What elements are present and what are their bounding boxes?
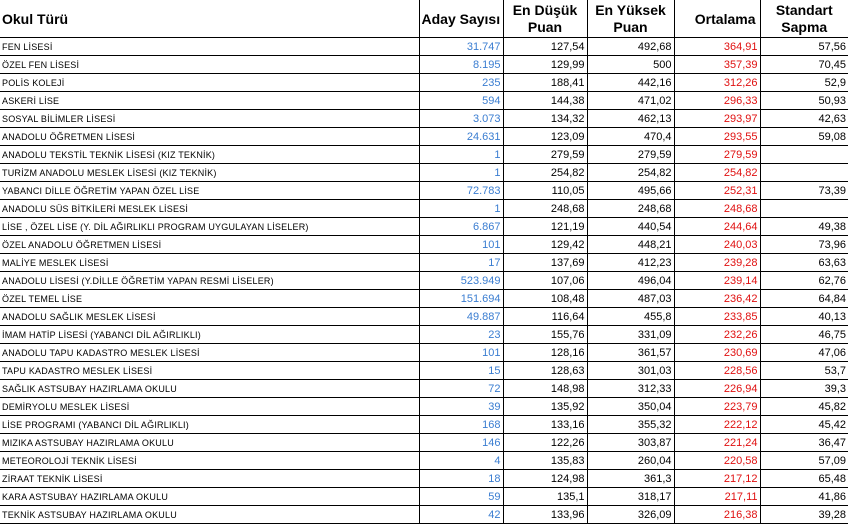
header-en-yuksek-puan[interactable]: [587, 0, 674, 38]
cell-standart-sapma[interactable]: 49,38: [760, 218, 848, 236]
cell-en-yuksek[interactable]: 462,13: [587, 110, 674, 128]
cell-okul-turu[interactable]: YABANCI DİLLE ÖĞRETİM YAPAN ÖZEL LİSE: [0, 182, 419, 200]
cell-ortalama[interactable]: 312,26: [674, 74, 760, 92]
table-row: [0, 218, 848, 236]
cell-aday-sayisi[interactable]: 3.073: [419, 110, 503, 128]
cell-en-yuksek[interactable]: 355,32: [587, 416, 674, 434]
cell-standart-sapma[interactable]: 47,06: [760, 344, 848, 362]
cell-en-dusuk[interactable]: 254,82: [503, 164, 587, 182]
table-row: [0, 236, 848, 254]
table-row: [0, 434, 848, 452]
cell-aday-sayisi[interactable]: 523.949: [419, 272, 503, 290]
cell-okul-turu[interactable]: MIZIKA ASTSUBAY HAZIRLAMA OKULU: [0, 434, 419, 452]
cell-aday-sayisi[interactable]: 1: [419, 200, 503, 218]
table-row: [0, 128, 848, 146]
cell-en-dusuk[interactable]: 248,68: [503, 200, 587, 218]
cell-okul-turu[interactable]: POLİS KOLEJİ: [0, 74, 419, 92]
cell-aday-sayisi[interactable]: 24.631: [419, 128, 503, 146]
cell-standart-sapma[interactable]: 42,63: [760, 110, 848, 128]
cell-okul-turu[interactable]: LİSE , ÖZEL LİSE (Y. DİL AĞIRLIKLI PROGRAM UYGULAYAN LİSELER): [0, 218, 419, 236]
header-ortalama[interactable]: Ortalama: [674, 0, 760, 38]
cell-en-yuksek[interactable]: 448,21: [587, 236, 674, 254]
cell-aday-sayisi[interactable]: 59: [419, 488, 503, 506]
cell-aday-sayisi[interactable]: 49.887: [419, 308, 503, 326]
cell-ortalama[interactable]: 293,97: [674, 110, 760, 128]
cell-en-yuksek[interactable]: 487,03: [587, 290, 674, 308]
cell-ortalama[interactable]: 223,79: [674, 398, 760, 416]
cell-ortalama[interactable]: 217,12: [674, 470, 760, 488]
table-row: [0, 74, 848, 92]
cell-aday-sayisi[interactable]: 1: [419, 146, 503, 164]
table-row: [0, 344, 848, 362]
cell-okul-turu[interactable]: LİSE PROGRAMI (YABANCI DİL AĞIRLIKLI): [0, 416, 419, 434]
cell-okul-turu[interactable]: TURİZM ANADOLU MESLEK LİSESİ (KIZ TEKNİK): [0, 164, 419, 182]
cell-okul-turu[interactable]: ANADOLU LİSESİ (Y.DİLLE ÖĞRETİM YAPAN RESMİ LİSELER): [0, 272, 419, 290]
cell-ortalama[interactable]: 244,64: [674, 218, 760, 236]
cell-okul-turu[interactable]: ÖZEL ANADOLU ÖĞRETMEN LİSESİ: [0, 236, 419, 254]
cell-en-dusuk[interactable]: 110,05: [503, 182, 587, 200]
cell-ortalama[interactable]: 220,58: [674, 452, 760, 470]
cell-okul-turu[interactable]: ASKERİ LİSE: [0, 92, 419, 110]
header-std-line1: Standart: [775, 1, 833, 18]
cell-en-dusuk[interactable]: 108,48: [503, 290, 587, 308]
cell-en-yuksek[interactable]: 495,66: [587, 182, 674, 200]
cell-en-dusuk[interactable]: 133,96: [503, 506, 587, 524]
cell-ortalama[interactable]: 233,85: [674, 308, 760, 326]
cell-en-yuksek[interactable]: 470,4: [587, 128, 674, 146]
cell-okul-turu[interactable]: KARA ASTSUBAY HAZIRLAMA OKULU: [0, 488, 419, 506]
table-row: [0, 308, 848, 326]
cell-ortalama[interactable]: 226,94: [674, 380, 760, 398]
table-row: [0, 470, 848, 488]
cell-standart-sapma[interactable]: 46,75: [760, 326, 848, 344]
cell-en-yuksek[interactable]: 318,17: [587, 488, 674, 506]
cell-en-dusuk[interactable]: 134,32: [503, 110, 587, 128]
cell-en-dusuk[interactable]: 116,64: [503, 308, 587, 326]
cell-standart-sapma[interactable]: 41,86: [760, 488, 848, 506]
cell-standart-sapma[interactable]: [760, 164, 848, 182]
table-row: [0, 506, 848, 524]
cell-en-yuksek[interactable]: 279,59: [587, 146, 674, 164]
table-row: [0, 398, 848, 416]
cell-aday-sayisi[interactable]: 594: [419, 92, 503, 110]
cell-okul-turu[interactable]: TAPU KADASTRO MESLEK LİSESİ: [0, 362, 419, 380]
cell-standart-sapma[interactable]: 50,93: [760, 92, 848, 110]
cell-aday-sayisi[interactable]: 72: [419, 380, 503, 398]
cell-standart-sapma[interactable]: 39,3: [760, 380, 848, 398]
table-row: [0, 92, 848, 110]
cell-aday-sayisi[interactable]: 39: [419, 398, 503, 416]
cell-okul-turu[interactable]: SOSYAL BİLİMLER LİSESİ: [0, 110, 419, 128]
cell-standart-sapma[interactable]: 59,08: [760, 128, 848, 146]
header-en-dusuk-puan[interactable]: [503, 0, 587, 38]
header-std-line2: Sapma: [781, 18, 828, 35]
cell-okul-turu[interactable]: ANADOLU SAĞLIK MESLEK LİSESİ: [0, 308, 419, 326]
cell-en-dusuk[interactable]: 121,19: [503, 218, 587, 236]
header-standart-sapma[interactable]: [760, 0, 848, 38]
cell-standart-sapma[interactable]: 62,76: [760, 272, 848, 290]
cell-ortalama[interactable]: 239,28: [674, 254, 760, 272]
cell-ortalama[interactable]: 293,55: [674, 128, 760, 146]
cell-aday-sayisi[interactable]: 23: [419, 326, 503, 344]
cell-standart-sapma[interactable]: 40,13: [760, 308, 848, 326]
table-row: [0, 38, 848, 56]
table-row: [0, 416, 848, 434]
header-row: [0, 0, 848, 38]
cell-okul-turu[interactable]: ANADOLU TAPU KADASTRO MESLEK LİSESİ: [0, 344, 419, 362]
cell-en-yuksek[interactable]: 471,02: [587, 92, 674, 110]
cell-aday-sayisi[interactable]: 17: [419, 254, 503, 272]
cell-en-yuksek[interactable]: 440,54: [587, 218, 674, 236]
cell-standart-sapma[interactable]: 64,84: [760, 290, 848, 308]
cell-standart-sapma[interactable]: 73,96: [760, 236, 848, 254]
cell-aday-sayisi[interactable]: 8.195: [419, 56, 503, 74]
cell-okul-turu[interactable]: ÖZEL TEMEL LİSE: [0, 290, 419, 308]
cell-okul-turu[interactable]: ÖZEL FEN LİSESİ: [0, 56, 419, 74]
header-en-yuksek-line1: En Yüksek: [595, 1, 666, 18]
cell-standart-sapma[interactable]: 53,7: [760, 362, 848, 380]
cell-ortalama[interactable]: 364,91: [674, 38, 760, 56]
cell-okul-turu[interactable]: ANADOLU ÖĞRETMEN LİSESİ: [0, 128, 419, 146]
table-row: [0, 452, 848, 470]
cell-standart-sapma[interactable]: 73,39: [760, 182, 848, 200]
cell-en-dusuk[interactable]: 188,41: [503, 74, 587, 92]
cell-en-dusuk[interactable]: 279,59: [503, 146, 587, 164]
cell-aday-sayisi[interactable]: 15: [419, 362, 503, 380]
cell-ortalama[interactable]: 222,12: [674, 416, 760, 434]
cell-okul-turu[interactable]: SAĞLIK ASTSUBAY HAZIRLAMA OKULU: [0, 380, 419, 398]
cell-ortalama[interactable]: 221,24: [674, 434, 760, 452]
table-row: [0, 272, 848, 290]
table-row: [0, 362, 848, 380]
cell-standart-sapma[interactable]: 57,56: [760, 38, 848, 56]
cell-en-yuksek[interactable]: 301,03: [587, 362, 674, 380]
cell-ortalama[interactable]: 217,11: [674, 488, 760, 506]
cell-standart-sapma[interactable]: 45,42: [760, 416, 848, 434]
cell-okul-turu[interactable]: ANADOLU TEKSTİL TEKNİK LİSESİ (KIZ TEKNİK): [0, 146, 419, 164]
table-row: [0, 380, 848, 398]
cell-okul-turu[interactable]: DEMİRYOLU MESLEK LİSESİ: [0, 398, 419, 416]
cell-en-dusuk[interactable]: 122,26: [503, 434, 587, 452]
cell-ortalama[interactable]: 357,39: [674, 56, 760, 74]
cell-en-yuksek[interactable]: 350,04: [587, 398, 674, 416]
cell-en-dusuk[interactable]: 129,99: [503, 56, 587, 74]
cell-en-yuksek[interactable]: 496,04: [587, 272, 674, 290]
cell-en-yuksek[interactable]: 500: [587, 56, 674, 74]
cell-aday-sayisi[interactable]: 168: [419, 416, 503, 434]
cell-ortalama[interactable]: 239,14: [674, 272, 760, 290]
cell-en-yuksek[interactable]: 312,33: [587, 380, 674, 398]
cell-en-dusuk[interactable]: 107,06: [503, 272, 587, 290]
cell-standart-sapma[interactable]: 63,63: [760, 254, 848, 272]
table-row: [0, 164, 848, 182]
cell-ortalama[interactable]: 230,69: [674, 344, 760, 362]
cell-en-dusuk[interactable]: 128,63: [503, 362, 587, 380]
cell-en-yuksek[interactable]: 326,09: [587, 506, 674, 524]
table-row: [0, 146, 848, 164]
cell-ortalama[interactable]: 296,33: [674, 92, 760, 110]
cell-ortalama[interactable]: 248,68: [674, 200, 760, 218]
cell-en-dusuk[interactable]: 129,42: [503, 236, 587, 254]
cell-en-yuksek[interactable]: 442,16: [587, 74, 674, 92]
cell-en-dusuk[interactable]: 133,16: [503, 416, 587, 434]
cell-en-yuksek[interactable]: 331,09: [587, 326, 674, 344]
cell-okul-turu[interactable]: İMAM HATİP LİSESİ (YABANCI DİL AĞIRLIKLI): [0, 326, 419, 344]
cell-ortalama[interactable]: 232,26: [674, 326, 760, 344]
cell-aday-sayisi[interactable]: 101: [419, 236, 503, 254]
cell-ortalama[interactable]: 252,31: [674, 182, 760, 200]
cell-en-dusuk[interactable]: 124,98: [503, 470, 587, 488]
cell-en-dusuk[interactable]: 148,98: [503, 380, 587, 398]
header-en-dusuk-line2: Puan: [527, 18, 563, 35]
table-row: [0, 326, 848, 344]
cell-aday-sayisi[interactable]: 4: [419, 452, 503, 470]
cell-en-yuksek[interactable]: 260,04: [587, 452, 674, 470]
cell-en-dusuk[interactable]: 135,1: [503, 488, 587, 506]
cell-aday-sayisi[interactable]: 235: [419, 74, 503, 92]
table-row: [0, 56, 848, 74]
cell-en-dusuk[interactable]: 155,76: [503, 326, 587, 344]
cell-ortalama[interactable]: 240,03: [674, 236, 760, 254]
cell-standart-sapma[interactable]: 65,48: [760, 470, 848, 488]
cell-standart-sapma[interactable]: 39,28: [760, 506, 848, 524]
cell-en-yuksek[interactable]: 361,57: [587, 344, 674, 362]
cell-en-yuksek[interactable]: 361,3: [587, 470, 674, 488]
cell-standart-sapma[interactable]: [760, 200, 848, 218]
cell-en-dusuk[interactable]: 135,92: [503, 398, 587, 416]
cell-ortalama[interactable]: 236,42: [674, 290, 760, 308]
table-row: [0, 290, 848, 308]
cell-okul-turu[interactable]: FEN LİSESİ: [0, 38, 419, 56]
cell-en-yuksek[interactable]: 303,87: [587, 434, 674, 452]
cell-standart-sapma[interactable]: 45,82: [760, 398, 848, 416]
cell-aday-sayisi[interactable]: 18: [419, 470, 503, 488]
cell-aday-sayisi[interactable]: 42: [419, 506, 503, 524]
cell-standart-sapma[interactable]: 36,47: [760, 434, 848, 452]
header-okul-turu[interactable]: Okul Türü: [2, 10, 69, 27]
cell-okul-turu[interactable]: ANADOLU SÜS BİTKİLERİ MESLEK LİSESİ: [0, 200, 419, 218]
cell-en-dusuk[interactable]: 137,69: [503, 254, 587, 272]
cell-okul-turu[interactable]: ZİRAAT TEKNİK LİSESİ: [0, 470, 419, 488]
table-row: [0, 488, 848, 506]
cell-en-yuksek[interactable]: 248,68: [587, 200, 674, 218]
cell-aday-sayisi[interactable]: 6.867: [419, 218, 503, 236]
table-row: [0, 110, 848, 128]
cell-standart-sapma[interactable]: [760, 146, 848, 164]
cell-ortalama[interactable]: 279,59: [674, 146, 760, 164]
cell-aday-sayisi[interactable]: 151.694: [419, 290, 503, 308]
cell-okul-turu[interactable]: MALİYE MESLEK LİSESİ: [0, 254, 419, 272]
cell-standart-sapma[interactable]: 52,9: [760, 74, 848, 92]
cell-en-dusuk[interactable]: 127,54: [503, 38, 587, 56]
cell-standart-sapma[interactable]: 70,45: [760, 56, 848, 74]
cell-en-dusuk[interactable]: 144,38: [503, 92, 587, 110]
cell-aday-sayisi[interactable]: 1: [419, 164, 503, 182]
cell-ortalama[interactable]: 216,38: [674, 506, 760, 524]
table-row: [0, 254, 848, 272]
header-aday-sayisi[interactable]: Aday Sayısı: [419, 0, 503, 38]
cell-ortalama[interactable]: 228,56: [674, 362, 760, 380]
table-row: [0, 200, 848, 218]
cell-okul-turu[interactable]: METEOROLOJİ TEKNİK LİSESİ: [0, 452, 419, 470]
cell-aday-sayisi[interactable]: 146: [419, 434, 503, 452]
cell-aday-sayisi[interactable]: 101: [419, 344, 503, 362]
cell-aday-sayisi[interactable]: 31.747: [419, 38, 503, 56]
cell-en-dusuk[interactable]: 135,83: [503, 452, 587, 470]
table-row: [0, 182, 848, 200]
header-en-dusuk-line1: En Düşük: [512, 1, 578, 18]
cell-en-yuksek[interactable]: 455,8: [587, 308, 674, 326]
cell-en-yuksek[interactable]: 254,82: [587, 164, 674, 182]
cell-standart-sapma[interactable]: 57,09: [760, 452, 848, 470]
cell-en-dusuk[interactable]: 123,09: [503, 128, 587, 146]
cell-okul-turu[interactable]: TEKNİK ASTSUBAY HAZIRLAMA OKULU: [0, 506, 419, 524]
cell-en-dusuk[interactable]: 128,16: [503, 344, 587, 362]
cell-aday-sayisi[interactable]: 72.783: [419, 182, 503, 200]
cell-ortalama[interactable]: 254,82: [674, 164, 760, 182]
cell-en-yuksek[interactable]: 492,68: [587, 38, 674, 56]
cell-en-yuksek[interactable]: 412,23: [587, 254, 674, 272]
header-en-yuksek-line2: Puan: [613, 18, 648, 35]
